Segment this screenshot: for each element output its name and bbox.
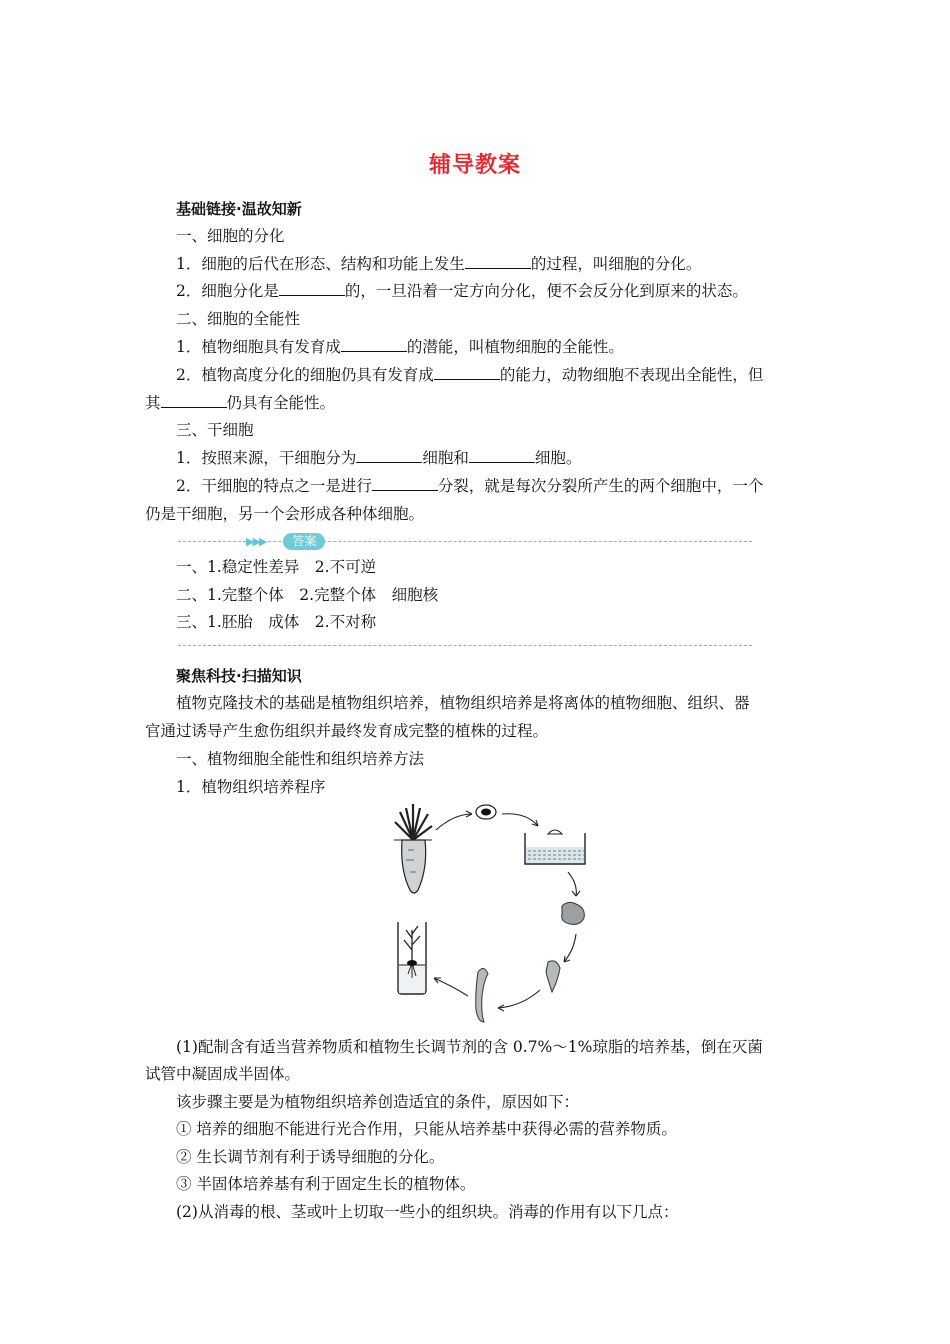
page-title: 辅导教案 <box>428 153 521 178</box>
fill-blank <box>372 476 438 491</box>
text: 2．细胞分化是 <box>176 282 279 300</box>
text: 细胞。 <box>534 449 582 467</box>
paragraph-line: 该步骤主要是为植物组织培养创造适宜的条件，原因如下： <box>176 1093 580 1111</box>
text: 1．植物细胞具有发育成 <box>176 338 341 356</box>
list-item: ① 培养的细胞不能进行光合作用，只能从培养基中获得必需的营养物质。 <box>176 1120 677 1138</box>
carrot-illustration <box>394 804 432 893</box>
answer-line: 三、1.胚胎 成体 2.不对称 <box>176 613 377 631</box>
text: 2．干细胞的特点之一是进行 <box>176 477 372 495</box>
tissue-culture-diagram <box>380 800 595 1030</box>
fill-blank <box>469 448 535 463</box>
fill-blank <box>279 281 345 296</box>
callus-mass <box>562 902 585 924</box>
paragraph-line: 仍是干细胞，另一个会形成各种体细胞。 <box>145 505 425 523</box>
answer-label: 答案 <box>283 533 325 550</box>
text: 的过程，叫细胞的分化。 <box>530 255 702 273</box>
paragraph-line: 植物克隆技术的基础是植物组织培养，植物组织培养是将离体的植物细胞、组织、器 <box>176 694 750 712</box>
fill-blank <box>161 393 227 408</box>
paragraph-line: 官通过诱导产生愈伤组织并最终发育成完整的植株的过程。 <box>145 722 549 740</box>
fill-blank <box>341 337 407 352</box>
fill-blank <box>465 254 531 269</box>
answer-tag <box>246 531 325 551</box>
embryoid <box>546 961 560 992</box>
text: 细胞和 <box>422 449 469 467</box>
subsection-title: 一、植物细胞全能性和组织培养方法 <box>176 750 425 768</box>
subsection-title: 二、细胞的全能性 <box>176 310 301 328</box>
tissue-piece <box>476 805 496 819</box>
section-heading-basics: 基础链接·温故知新 <box>176 200 302 218</box>
paragraph-line <box>145 365 836 385</box>
text: 仍具有全能性。 <box>226 394 336 412</box>
text: 其 <box>145 394 161 412</box>
text: 1．按照来源，干细胞分为 <box>176 449 357 467</box>
paragraph-line <box>145 393 805 413</box>
answer-divider-bottom <box>178 645 752 646</box>
answer-line: 二、1.完整个体 2.完整个体 细胞核 <box>176 586 439 604</box>
paragraph-line <box>145 337 836 357</box>
paragraph-line: (1)配制含有适当营养物质和植物生长调节剂的含 0.7%～1%琼脂的培养基，倒在灭菌 <box>176 1038 763 1056</box>
subsection-title: 1．植物组织培养程序 <box>176 778 326 796</box>
text: 1．细胞的后代在形态、结构和功能上发生 <box>176 255 465 273</box>
paragraph-line <box>145 476 836 496</box>
seedling <box>476 968 488 1022</box>
paragraph-line: 试管中凝固成半固体。 <box>145 1065 301 1083</box>
fill-blank <box>356 448 422 463</box>
text: 2．植物高度分化的细胞仍具有发育成 <box>176 366 434 384</box>
subsection-title: 一、细胞的分化 <box>176 227 285 245</box>
fill-blank <box>434 365 500 380</box>
paragraph-line <box>145 281 836 301</box>
test-tube-plantlet <box>398 922 426 994</box>
paragraph-line <box>145 448 836 468</box>
culture-dish <box>525 830 585 864</box>
paragraph-line: (2)从消毒的根、茎或叶上切取一些小的组织块。消毒的作用有以下几点： <box>176 1203 679 1221</box>
paragraph-line <box>145 254 836 274</box>
list-item: ③ 半固体培养基有利于固定生长的植物体。 <box>176 1175 476 1193</box>
arrow-icon: ▶▶▶ <box>246 534 266 548</box>
text: 的潜能，叫植物细胞的全能性。 <box>406 338 624 356</box>
text: 的能力，动物细胞不表现出全能性，但 <box>499 366 764 384</box>
list-item: ② 生长调节剂有利于诱导细胞的分化。 <box>176 1148 445 1166</box>
text: 的，一旦沿着一定方向分化，便不会反分化到原来的状态。 <box>344 282 748 300</box>
text: 分裂，就是每次分裂所产生的两个细胞中，一个 <box>437 477 764 495</box>
cycle-arrows <box>434 811 580 1011</box>
section-heading-tech: 聚焦科技·扫描知识 <box>176 667 302 685</box>
answer-line: 一、1.稳定性差异 2.不可逆 <box>176 558 377 576</box>
subsection-title: 三、干细胞 <box>176 421 254 439</box>
